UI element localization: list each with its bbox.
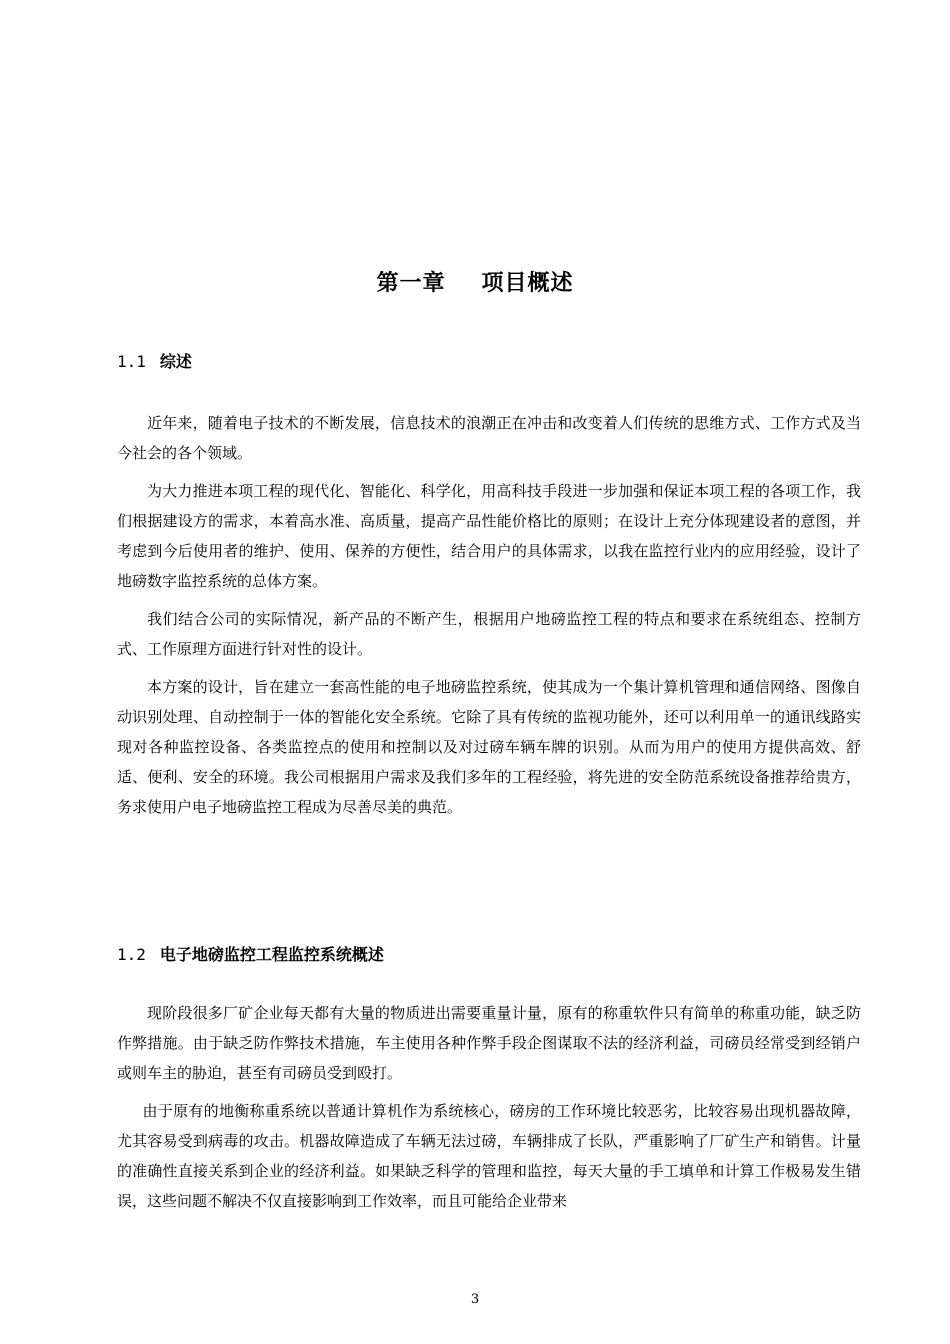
chapter-title [0,266,950,297]
paragraph: 为大力推进本项工程的现代化、智能化、科学化，用高科技手段进一步加强和保证本项工程的各项工作，我们根据建设方的需求，本着高水准、高质量，提高产品性能价格比的原则；在设计上充分体现建设者的意图，并考虑到今后使用者的维护、使用、保养的方便性，结合用户的具体需求，以我在监控行业内的应用经验，设计了地磅数字监控系统的总体方案。 [117,482,861,590]
section-body-1-2 [117,998,861,1216]
section-title: 电子地磅监控工程监控系统概述 [159,945,384,964]
paragraph: 我们结合公司的实际情况，新产品的不断产生，根据用户地磅监控工程的特点和要求在系统组态、控制方式、工作原理方面进行针对性的设计。 [117,610,861,658]
chapter-label: 第一章 [376,270,446,296]
section-number: 1.1 [117,352,146,371]
section-heading-1-1 [117,349,192,372]
section-number: 1.2 [117,945,146,964]
paragraph: 本方案的设计，旨在建立一套高性能的电子地磅监控系统，使其成为一个集计算机管理和通信网络、图像自动识别处理、自动控制于一体的智能化安全系统。它除了具有传统的监视功能外，还可以利用单一的通讯线路实现对各种监控设备、各类监控点的使用和控制以及对过磅车辆车牌的识别。从而为用户的使用方提供高效、舒适、便利、安全的环境。我公司根据用户需求及我们多年的工程经验，将先进的安全防范系统设备推荐给贵方，务求使用户电子地磅监控工程成为尽善尽美的典范。 [117,678,861,816]
paragraph: 近年来，随着电子技术的不断发展，信息技术的浪潮正在冲击和改变着人们传统的思维方式、工作方式及当今社会的各个领域。 [117,414,861,462]
chapter-name: 项目概述 [481,270,574,296]
section-title: 综述 [159,352,192,371]
section-heading-1-2 [117,942,384,965]
section-body-1-1 [117,408,861,822]
paragraph: 由于原有的地衡称重系统以普通计算机作为系统核心，磅房的工作环境比较恶劣，比较容易出现机器故障，尤其容易受到病毒的攻击。机器故障造成了车辆无法过磅，车辆排成了长队，严重影响了厂矿生产和销售。计量的准确性直接关系到企业的经济利益。如果缺乏科学的管理和监控，每天大量的手工填单和计算工作极易发生错误，这些问题不解决不仅直接影响到工作效率，而且可能给企业带来 [117,1102,861,1210]
page-number: 3 [470,1292,480,1307]
paragraph: 现阶段很多厂矿企业每天都有大量的物质进出需要重量计量，原有的称重软件只有简单的称重功能，缺乏防作弊措施。由于缺乏防作弊技术措施，车主使用各种作弊手段企图谋取不法的经济利益，司磅员经常受到经销户或则车主的胁迫，甚至有司磅员受到殴打。 [117,1004,861,1082]
